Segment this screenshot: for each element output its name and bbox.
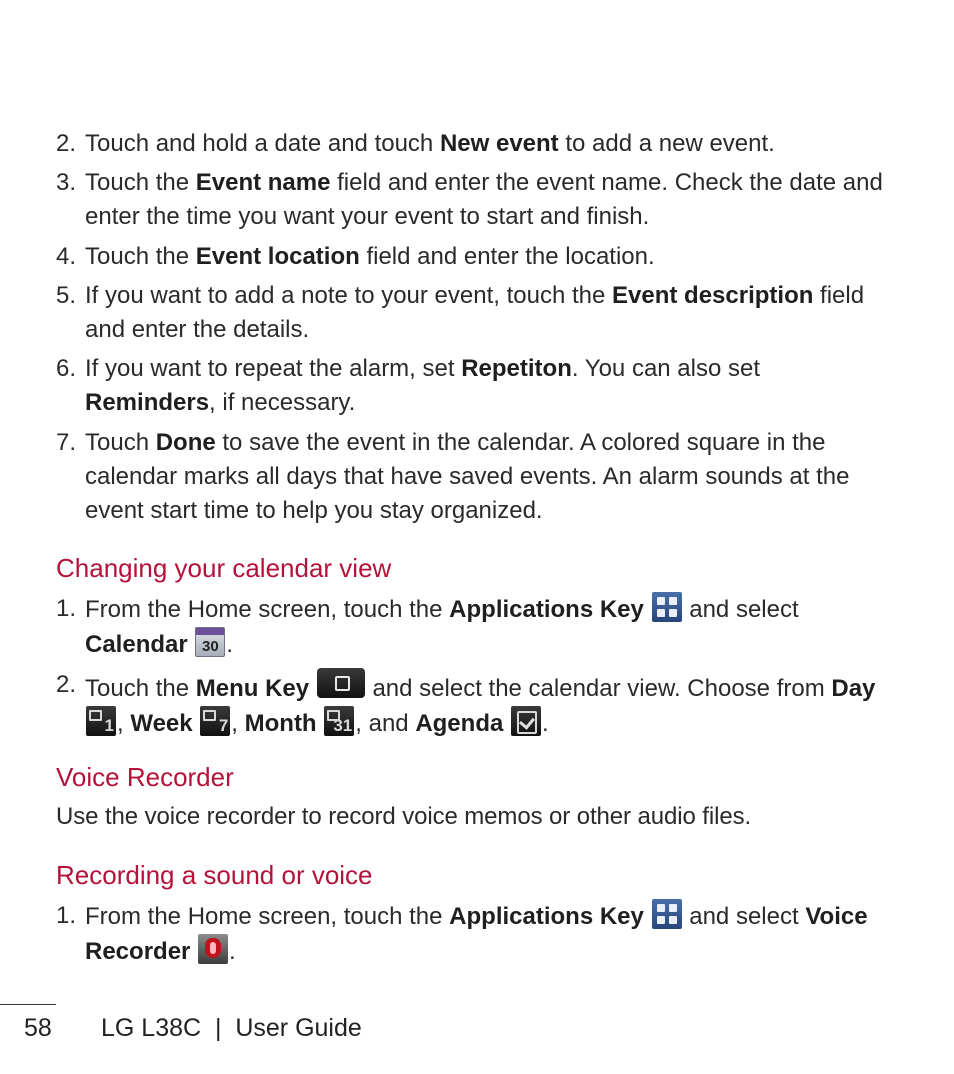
week-icon-number: 7 — [218, 716, 229, 735]
step-text: . You can also set — [571, 355, 761, 382]
step-number: 1. — [56, 902, 77, 929]
bold-term: Repetiton — [461, 355, 572, 382]
apps-grid-icon — [652, 592, 682, 622]
bold-term: Reminders — [85, 389, 210, 416]
step-3 — [56, 166, 906, 234]
step-7 — [56, 426, 906, 528]
step-text: and select — [682, 596, 799, 623]
bold-term: Agenda — [415, 710, 504, 737]
bold-term: Event location — [195, 243, 360, 270]
calendar-icon-date: 30 — [202, 638, 219, 655]
step-text: Touch the — [85, 675, 196, 702]
bold-term: Done — [155, 429, 216, 456]
step-text: Touch the — [85, 243, 196, 270]
bold-term: Month — [244, 710, 317, 737]
separator: , and — [355, 710, 416, 737]
day-icon-number: 1 — [104, 716, 114, 735]
bold-term: Applications Key — [449, 903, 644, 930]
step-text: to save the event in the calendar. A colored square in the calendar marks all days that have saved events. An alarm sounds at the event start time to help you stay organized. — [85, 429, 850, 524]
step-text: If you want to repeat the alarm, set — [85, 355, 462, 382]
bold-term: New event — [439, 130, 559, 157]
step-text: If you want to add a note to your event, touch the — [85, 282, 613, 309]
step-text: . — [226, 631, 234, 658]
step-text: and select — [682, 903, 806, 930]
section-heading-calendar-view: Changing your calendar view — [56, 553, 392, 583]
step-text: Touch and hold a date and touch — [85, 130, 440, 157]
step-text: Touch the — [85, 169, 196, 196]
day-view-icon — [86, 706, 116, 736]
bold-term: Event name — [195, 169, 331, 196]
step-text: to add a new event. — [558, 130, 775, 157]
step-2 — [56, 127, 906, 161]
bold-term: Voice — [805, 903, 868, 930]
footer-title: LG L38C | User Guide — [101, 1014, 362, 1042]
step-text: . — [229, 938, 236, 965]
calendar-step-2 — [56, 668, 906, 741]
month-view-icon — [324, 706, 354, 736]
voice-recorder-description: Use the voice recorder to record voice memos or other audio files. — [56, 803, 752, 830]
step-5 — [56, 279, 906, 347]
bold-term: Day — [831, 675, 876, 702]
step-number: 4. — [56, 243, 77, 270]
agenda-view-icon — [511, 706, 541, 736]
separator: , — [117, 710, 131, 737]
menu-key-icon — [317, 668, 365, 698]
recording-step-1 — [56, 899, 906, 969]
step-text: . — [542, 710, 549, 737]
bold-term: Applications Key — [449, 596, 644, 623]
step-number: 3. — [56, 169, 77, 196]
step-number: 2. — [56, 130, 77, 157]
bold-term: Recorder — [85, 938, 191, 965]
step-text: field and enter the event name. Check the date and enter the time you want your event to start and finish. — [85, 169, 883, 230]
apps-grid-icon — [652, 899, 682, 929]
section-heading-recording: Recording a sound or voice — [56, 860, 373, 890]
bold-term: Event description — [612, 282, 814, 309]
month-icon-number: 31 — [333, 716, 353, 735]
step-number: 2. — [56, 671, 77, 698]
step-4 — [56, 240, 906, 274]
step-number: 5. — [56, 282, 77, 309]
bold-term: Week — [130, 710, 193, 737]
step-text: , if necessary. — [209, 389, 356, 416]
step-text: field and enter the details. — [85, 282, 865, 343]
week-view-icon — [200, 706, 230, 736]
bold-term: Calendar — [85, 631, 188, 658]
step-text: Touch — [85, 429, 156, 456]
voice-recorder-icon — [198, 934, 228, 964]
bold-term: Menu Key — [195, 675, 310, 702]
separator: , — [231, 710, 245, 737]
page-number: 58 — [24, 1014, 52, 1042]
step-text: From the Home screen, touch the — [85, 596, 450, 623]
step-text: field and enter the location. — [359, 243, 655, 270]
step-text: and select the calendar view. Choose from — [365, 675, 832, 702]
section-heading-voice-recorder: Voice Recorder — [56, 762, 234, 792]
calendar-step-1 — [56, 592, 906, 662]
calendar-icon — [195, 627, 225, 657]
step-number: 6. — [56, 355, 77, 382]
step-number: 7. — [56, 429, 77, 456]
step-text: From the Home screen, touch the — [85, 903, 450, 930]
step-6 — [56, 352, 906, 420]
footer-rule — [0, 1004, 56, 1005]
step-number: 1. — [56, 595, 77, 622]
